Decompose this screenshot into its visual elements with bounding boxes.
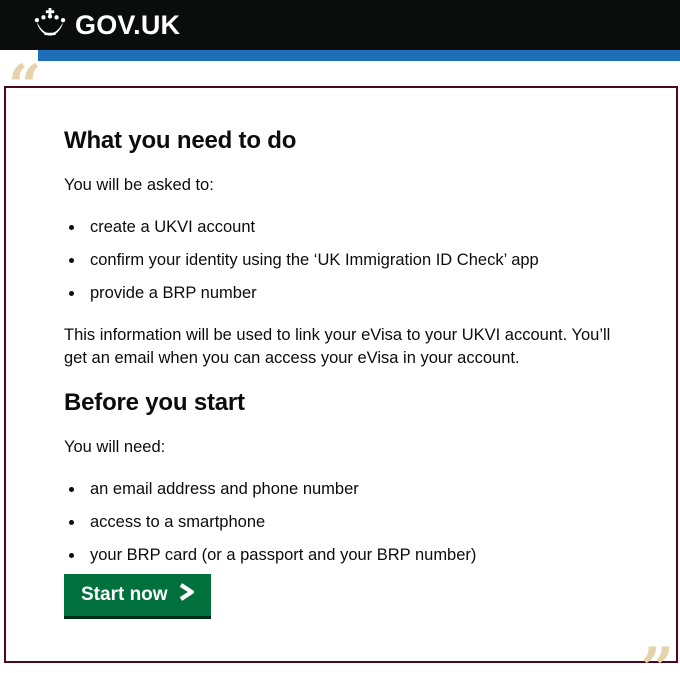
- intro-will-need: You will need:: [64, 438, 166, 456]
- start-now-button[interactable]: [64, 574, 211, 616]
- content-panel: [4, 86, 678, 663]
- close-quote-mark: ”: [640, 635, 674, 673]
- will-need-list: [64, 478, 632, 566]
- list-item: • access to a smartphone: [85, 511, 632, 533]
- list-item: • confirm your identity using the ‘UK Immigration ID Check’ app: [85, 249, 632, 271]
- intro-asked-to: You will be asked to:: [64, 176, 214, 194]
- evisa-link-note: This information will be used to link your eVisa to your UKVI account. You’ll get an email when you can access your eVisa in your account.: [64, 326, 611, 367]
- heading-before-you-start: Before you start: [64, 389, 245, 416]
- start-now-label: Start now: [81, 583, 168, 605]
- crown-icon: [33, 8, 67, 41]
- asked-to-list: [64, 216, 632, 304]
- govuk-logo-text: GOV.UK: [75, 9, 181, 40]
- list-item: • create a UKVI account: [85, 216, 632, 238]
- govuk-logo-link[interactable]: [33, 10, 180, 41]
- list-item: • your BRP card (or a passport and your BRP number): [85, 544, 632, 566]
- list-item: • provide a BRP number: [85, 282, 632, 304]
- open-quote-mark: “: [8, 52, 42, 120]
- govuk-header: [0, 0, 680, 50]
- list-item: • an email address and phone number: [85, 478, 632, 500]
- heading-what-you-need-to-do: What you need to do: [64, 127, 297, 154]
- header-blue-bar: [38, 50, 680, 61]
- chevron-right-icon: [179, 583, 194, 607]
